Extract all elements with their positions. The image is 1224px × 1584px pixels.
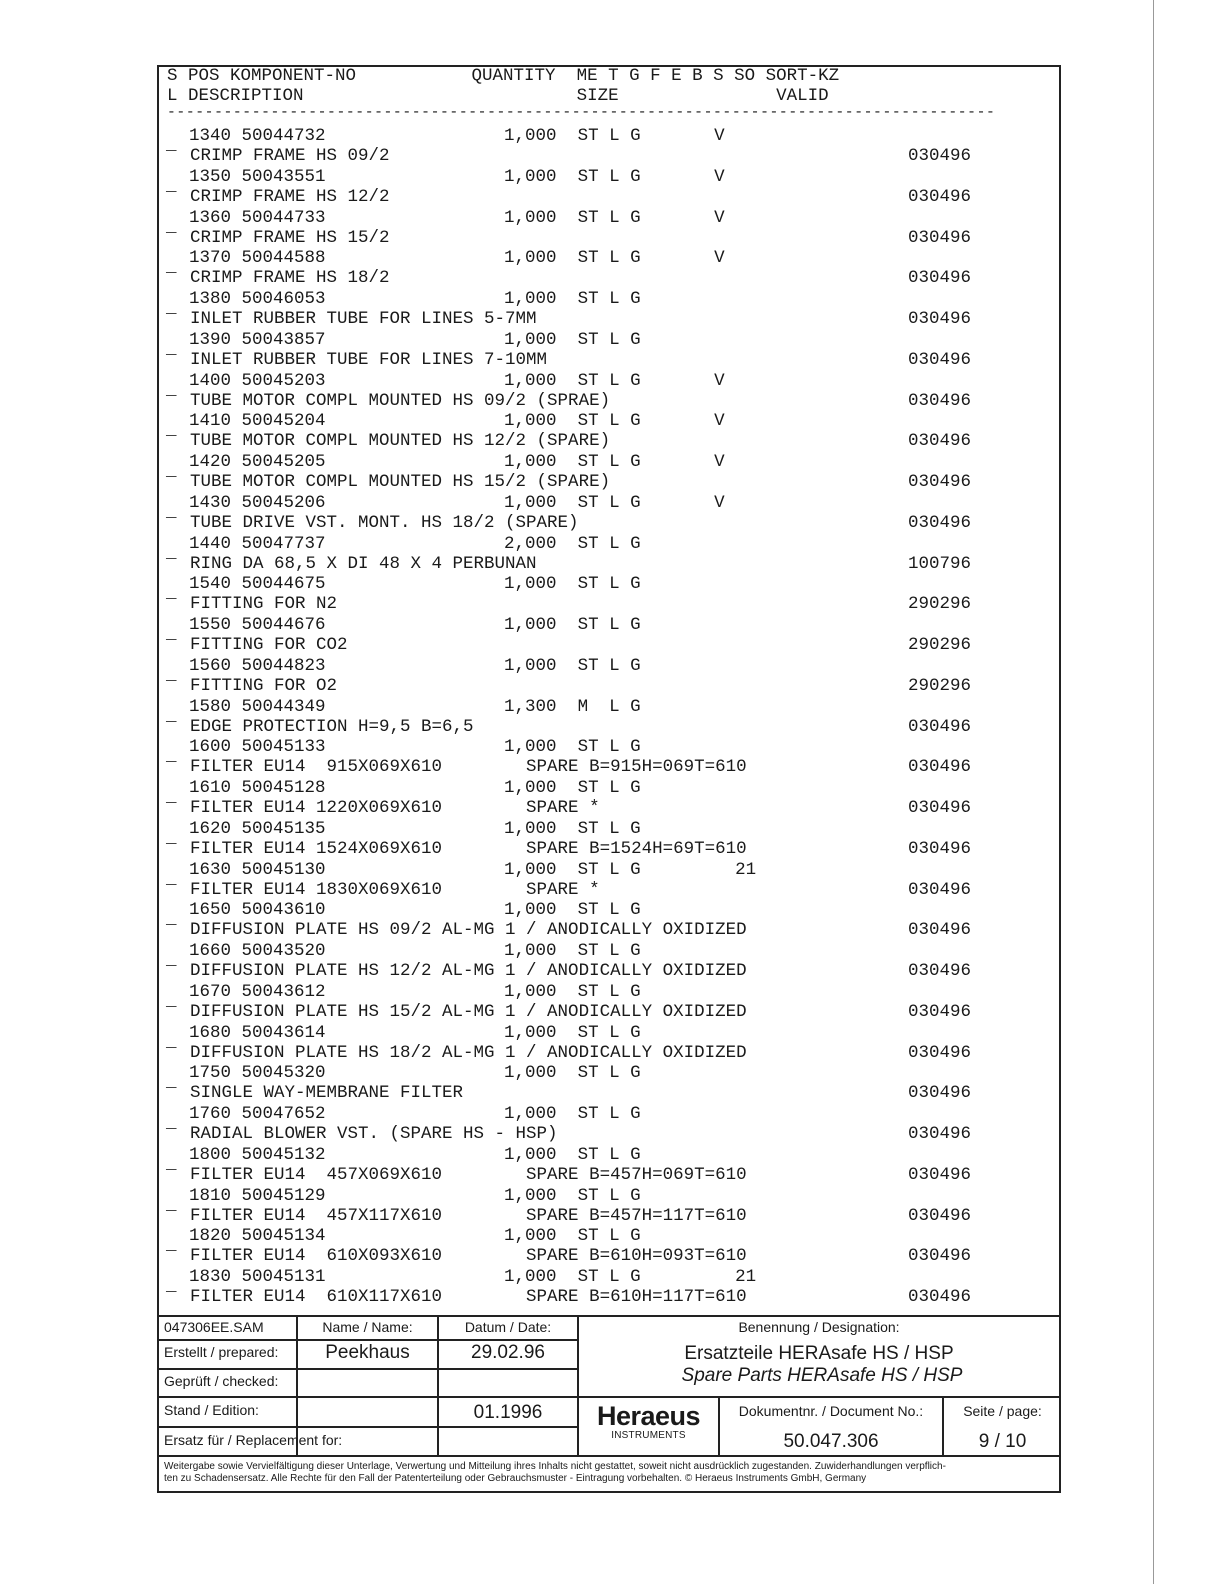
designation-english: Spare Parts HERAsafe HS / HSP [681,1365,963,1386]
name-label: Name / Name: [322,1319,413,1335]
item-position-line: 1660 50043520 1,000 ST L G [189,941,641,961]
column-header-line-2: L DESCRIPTION SIZE VALID [167,86,829,106]
item-position-line: 1350 50043551 1,000 ST L G V [189,166,725,187]
item-position-line: 1560 50044823 1,000 ST L G [189,655,641,676]
item-position-line: 1420 50045205 1,000 ST L G V [189,452,725,472]
page-number: 9 / 10 [978,1431,1027,1452]
page-label: Seite / page: [963,1403,1042,1419]
item-position-line: 1620 50045135 1,000 ST L G [189,818,641,839]
item-description: SINGLE WAY-MEMBRANE FILTER [190,1083,464,1104]
checked-label: Geprüft / checked: [164,1373,279,1389]
item-valid-date: 290296 [908,675,972,696]
item-position-line: 1800 50045132 1,000 ST L G [189,1144,641,1165]
page-edge-line [1153,0,1154,1584]
item-position-line: 1750 50045320 1,000 ST L G [189,1063,641,1084]
row-marker: _ [166,542,177,563]
row-marker: _ [166,1072,177,1093]
item-description: TUBE MOTOR COMPL MOUNTED HS 15/2 (SPARE) [190,472,611,492]
item-position-line: 1390 50043857 1,000 ST L G [189,329,641,350]
item-valid-date: 030496 [908,431,972,452]
item-position-line: 1600 50045133 1,000 ST L G [189,737,641,758]
titleblock-rule [157,1339,578,1341]
item-position-line: 1830 50045131 1,000 ST L G 21 [189,1267,757,1287]
item-description: INLET RUBBER TUBE FOR LINES 5-7MM [190,309,537,329]
item-valid-date: 030496 [908,757,972,778]
item-valid-date: 030496 [908,1246,972,1267]
item-valid-date: 030496 [908,1205,972,1226]
item-position-line: 1610 50045128 1,000 ST L G [189,778,641,798]
item-description: FITTING FOR O2 [190,675,338,696]
row-marker: _ [166,420,177,441]
row-marker: _ [166,1194,177,1215]
item-valid-date: 030496 [908,146,972,166]
item-description: FILTER EU14 610X093X610 SPARE B=610H=093T=610 [190,1246,747,1267]
item-position-line: 1680 50043614 1,000 ST L G [189,1022,641,1043]
item-description: DIFFUSION PLATE HS 15/2 AL-MG 1 / ANODICALLY OXIDIZED [190,1001,747,1022]
row-marker: _ [166,909,177,930]
item-valid-date: 030496 [908,920,972,941]
row-marker: _ [166,379,177,400]
item-description: CRIMP FRAME HS 09/2 [190,146,390,166]
item-description: TUBE MOTOR COMPL MOUNTED HS 12/2 (SPARE) [190,431,611,452]
item-valid-date: 100796 [908,553,972,574]
item-valid-date: 030496 [908,1287,972,1307]
item-valid-date: 030496 [908,512,972,533]
item-valid-date: 030496 [908,227,972,248]
item-description: EDGE PROTECTION H=9,5 B=6,5 [190,716,474,737]
item-description: FILTER EU14 610X117X610 SPARE B=610H=117T=610 [190,1287,747,1307]
item-description: CRIMP FRAME HS 12/2 [190,186,390,207]
titleblock-rule [157,1396,1061,1398]
titleblock-rule [157,1426,578,1428]
row-marker: _ [166,624,177,644]
titleblock-top-rule [157,1315,1061,1317]
row-marker: _ [166,1276,177,1296]
row-marker: _ [166,1031,177,1052]
item-description: TUBE MOTOR COMPL MOUNTED HS 09/2 (SPRAE) [190,390,611,411]
item-description: RADIAL BLOWER VST. (SPARE HS - HSP) [190,1124,558,1144]
replacement-label: Ersatz für / Replacement for: [164,1432,343,1448]
legal-notice-line-2: ten zu Schadensersatz. Alle Rechte für den Fall der Patenterteilung oder Gebrauchsmuster - Eintragung vorbehalten. © Heraeus Instruments GmbH, Germany [164,1473,867,1484]
row-marker: _ [166,338,177,359]
item-position-line: 1360 50044733 1,000 ST L G V [189,207,725,228]
item-valid-date: 030496 [908,186,972,207]
column-header-line-1: S POS KOMPONENT-NO QUANTITY ME T G F E B S SO SORT-KZ [167,66,840,86]
item-description: FITTING FOR N2 [190,594,338,615]
row-marker: _ [166,1153,177,1174]
row-marker: _ [166,827,177,848]
file-name: 047306EE.SAM [164,1319,264,1335]
item-position-line: 1400 50045203 1,000 ST L G V [189,370,725,391]
row-marker: _ [166,501,177,522]
item-position-line: 1430 50045206 1,000 ST L G V [189,492,725,513]
document-number-label: Dokumentnr. / Document No.: [738,1403,924,1419]
row-marker: _ [166,257,177,278]
prepared-label: Erstellt / prepared: [164,1344,279,1360]
item-position-line: 1670 50043612 1,000 ST L G [189,981,641,1002]
item-position-line: 1340 50044732 1,000 ST L G V [189,126,725,146]
titleblock-divider [437,1315,439,1455]
item-position-line: 1380 50046053 1,000 ST L G [189,289,641,309]
row-marker: _ [166,216,177,237]
item-valid-date: 030496 [908,472,972,492]
heraeus-logo-subtitle: INSTRUMENTS [611,1430,686,1441]
row-marker: _ [166,461,177,481]
item-valid-date: 290296 [908,594,972,615]
edition-label: Stand / Edition: [164,1402,259,1418]
prepared-date: 29.02.96 [471,1342,545,1363]
legal-notice-line-1: Weitergabe sowie Vervielfältigung dieser Unterlage, Verwertung und Mitteilung ihres Inhalts nicht gestattet, soweit nicht ausdrücklich zugestanden. Zuwiderhandlungen verpflich- [164,1461,946,1472]
item-description: TUBE DRIVE VST. MONT. HS 18/2 (SPARE) [190,512,579,533]
item-position-line: 1650 50043610 1,000 ST L G [189,900,641,921]
item-description: INLET RUBBER TUBE FOR LINES 7-10MM [190,349,548,370]
item-valid-date: 030496 [908,1124,972,1144]
row-marker: _ [166,664,177,685]
row-marker: _ [166,950,177,970]
titleblock-rule [157,1455,1061,1457]
item-position-line: 1820 50045134 1,000 ST L G [189,1226,641,1247]
item-description: DIFFUSION PLATE HS 12/2 AL-MG 1 / ANODICALLY OXIDIZED [190,961,747,981]
titleblock-rule [157,1368,578,1370]
item-valid-date: 030496 [908,1001,972,1022]
item-position-line: 1540 50044675 1,000 ST L G [189,574,641,595]
item-position-line: 1440 50047737 2,000 ST L G [189,533,641,554]
item-valid-date: 030496 [908,309,972,329]
row-marker: _ [166,1235,177,1256]
item-description: FILTER EU14 1220X069X610 SPARE * [190,798,600,818]
item-position-line: 1550 50044676 1,000 ST L G [189,615,641,635]
item-description: FILTER EU14 457X069X610 SPARE B=457H=069T=610 [190,1164,747,1185]
designation-label: Benennung / Designation: [738,1319,900,1335]
row-marker: _ [166,135,177,155]
item-valid-date: 030496 [908,268,972,289]
row-marker: _ [166,1113,177,1133]
item-description: RING DA 68,5 X DI 48 X 4 PERBUNAN [190,553,537,574]
row-marker: _ [166,990,177,1011]
item-position-line: 1370 50044588 1,000 ST L G V [189,248,725,269]
item-valid-date: 030496 [908,879,972,900]
item-valid-date: 030496 [908,1164,972,1185]
item-description: FILTER EU14 1830X069X610 SPARE * [190,879,600,900]
row-marker: _ [166,175,177,196]
item-position-line: 1760 50047652 1,000 ST L G [189,1104,641,1124]
row-marker: _ [166,868,177,889]
item-description: CRIMP FRAME HS 15/2 [190,227,390,248]
item-description: DIFFUSION PLATE HS 18/2 AL-MG 1 / ANODICALLY OXIDIZED [190,1042,747,1063]
item-description: FILTER EU14 1524X069X610 SPARE B=1524H=69T=610 [190,838,747,859]
item-description: DIFFUSION PLATE HS 09/2 AL-MG 1 / ANODICALLY OXIDIZED [190,920,747,941]
item-valid-date: 030496 [908,838,972,859]
row-marker: _ [166,787,177,807]
item-valid-date: 290296 [908,635,972,655]
designation-german: Ersatzteile HERAsafe HS / HSP [684,1343,954,1364]
heraeus-logo: Heraeus [596,1401,701,1431]
row-marker: _ [166,746,177,767]
item-valid-date: 030496 [908,1083,972,1104]
item-position-line: 1580 50044349 1,300 M L G [189,696,641,717]
item-valid-date: 030496 [908,390,972,411]
date-label: Datum / Date: [464,1319,552,1335]
item-position-line: 1810 50045129 1,000 ST L G [189,1185,641,1206]
item-valid-date: 030496 [908,716,972,737]
item-valid-date: 030496 [908,798,972,818]
item-description: FILTER EU14 457X117X610 SPARE B=457H=117T=610 [190,1205,747,1226]
edition-value: 01.1996 [473,1402,543,1423]
item-position-line: 1410 50045204 1,000 ST L G V [189,411,725,432]
item-description: CRIMP FRAME HS 18/2 [190,268,390,289]
item-position-line: 1630 50045130 1,000 ST L G 21 [189,859,757,880]
row-marker: _ [166,298,177,318]
document-number: 50.047.306 [783,1431,879,1452]
item-description: FILTER EU14 915X069X610 SPARE B=915H=069T=610 [190,757,747,778]
row-marker: _ [166,705,177,726]
item-description: FITTING FOR CO2 [190,635,348,655]
item-valid-date: 030496 [908,961,972,981]
item-valid-date: 030496 [908,349,972,370]
item-valid-date: 030496 [908,1042,972,1063]
prepared-name: Peekhaus [325,1342,410,1363]
header-rule: ---------------------------------------------------------------------------------------- [167,105,996,121]
row-marker: _ [166,583,177,604]
